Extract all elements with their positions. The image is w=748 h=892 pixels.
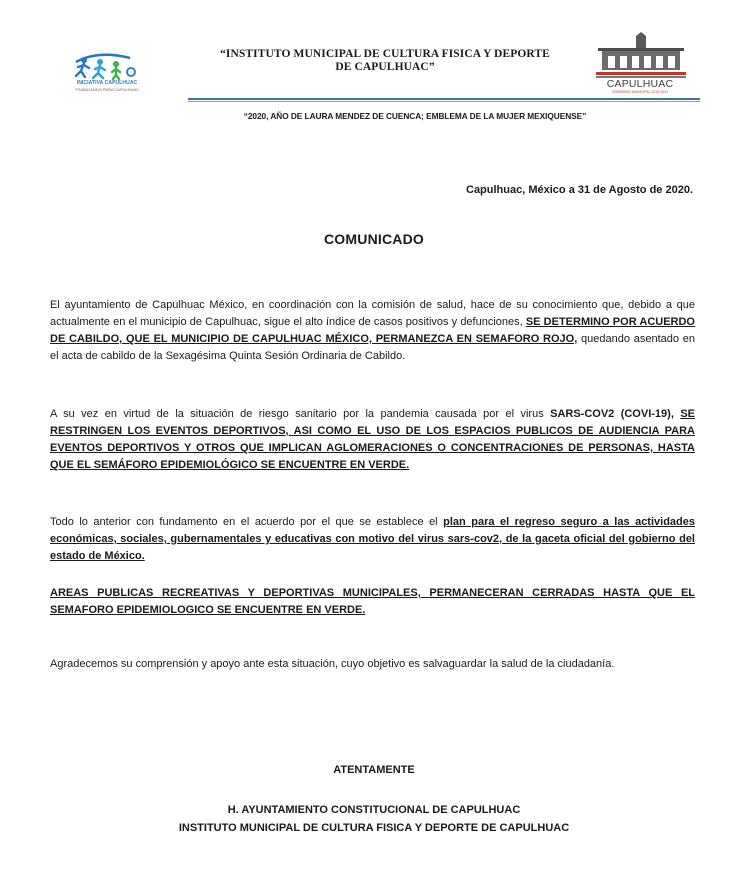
logo-left-tagline: TRABAJANDO PARA CAPULHUAC (74, 87, 140, 92)
paragraph-1-text-a: El ayuntamiento de Capulhuac México, en coordinación con la comisión de salud, hace de su conocimiento que, debido a que actualmente en el municipio de Capulhuac, sigue el alto índice de casos positivos y defunciones, (50, 299, 695, 328)
paragraph-3-text-a: Todo lo anterior con fundamento en el acuerdo por el que se establece el (50, 516, 444, 528)
signatory-block (0, 801, 748, 837)
institute-logo (58, 48, 154, 94)
paragraph-2-emphasis: SE RESTRINGEN LOS EVENTOS DEPORTIVOS, ASI COMO EL USO DE LOS ESPACIOS PUBLICOS DE AUDIENCIA PARA EVENTOS DEPORTIVOS Y OTROS QUE IMPLICAN AGLOMERACIONES O CONCENTRACIONES DE PERSONAS, HASTA QUE EL SEMÁFORO EPIDEMIOLÓGICO SE ENCUENTRE EN VERDE. (50, 408, 695, 471)
paragraph-5-text: Agradecemos su comprensión y apoyo ante esta situación, cuyo objetivo es salvaguardar la salud de la ciudadanía. (50, 658, 615, 670)
header-divider (188, 98, 700, 104)
paragraph-4-emphasis: AREAS PUBLICAS RECREATIVAS Y DEPORTIVAS MUNICIPALES, PERMANECERAN CERRADAS HASTA QUE EL SEMAFORO EPIDEMIOLOGICO SE ENCUENTRE EN VERDE. (50, 587, 695, 616)
paragraph-1 (50, 297, 695, 365)
institute-title-line1: “INSTITUTO MUNICIPAL DE CULTURA FISICA Y DEPORTE (220, 48, 550, 60)
logo-left-name: INICIATIVA CAPULHUAC (76, 80, 138, 86)
header-divider-gray (188, 101, 700, 102)
town-hall-icon (592, 32, 690, 80)
institute-title (210, 48, 560, 74)
header-divider-blue (188, 98, 700, 100)
logo-right-subtitle: GOBIERNO MUNICIPAL 2019-2021 (611, 90, 669, 94)
paragraph-3-emphasis: plan para el regreso seguro a las actividades económicas, sociales, gubernamentales y educativas con motivo del virus sars-cov2, de la gaceta oficial del gobierno del estado de México. (50, 516, 695, 562)
paragraph-3 (50, 514, 695, 565)
institute-title-line2: DE CAPULHUAC” (335, 61, 435, 73)
paragraph-2 (50, 406, 695, 474)
paragraph-1-emphasis: SE DETERMINO POR ACUERDO DE CABILDO, QUE EL MUNICIPIO DE CAPULHUAC MÉXICO, PERMANEZCA EN SEMAFORO ROJO, (50, 316, 695, 345)
closing-salutation: ATENTAMENTE (333, 764, 415, 776)
signatory-line-1: H. AYUNTAMIENTO CONSTITUCIONAL DE CAPULHUAC (227, 804, 521, 816)
logo-right-name: CAPULHUAC (606, 78, 674, 90)
paragraph-1-text-b: quedando asentado en el acta de cabildo de la Sexagésima Quinta Sesión Ordinaria de Cabildo. (50, 333, 695, 362)
signatory-line-2: INSTITUTO MUNICIPAL DE CULTURA FISICA Y DEPORTE DE CAPULHUAC (178, 822, 570, 834)
paragraph-4 (50, 585, 695, 619)
runners-logo-icon (58, 48, 154, 82)
paragraph-2-virus: SARS-COV2 (COVI-19), (550, 408, 674, 420)
municipality-logo (592, 32, 690, 98)
document-date: Capulhuac, México a 31 de Agosto de 2020. (466, 184, 693, 196)
paragraph-2-text-a: A su vez en virtud de la situación de riesgo sanitario por la pandemia causada por el virus (50, 408, 551, 420)
year-motto: “2020, AÑO DE LAURA MENDEZ DE CUENCA; EMBLEMA DE LA MUJER MEXIQUENSE” (243, 111, 587, 121)
paragraph-5 (50, 656, 695, 673)
document-heading: COMUNICADO (324, 231, 424, 247)
